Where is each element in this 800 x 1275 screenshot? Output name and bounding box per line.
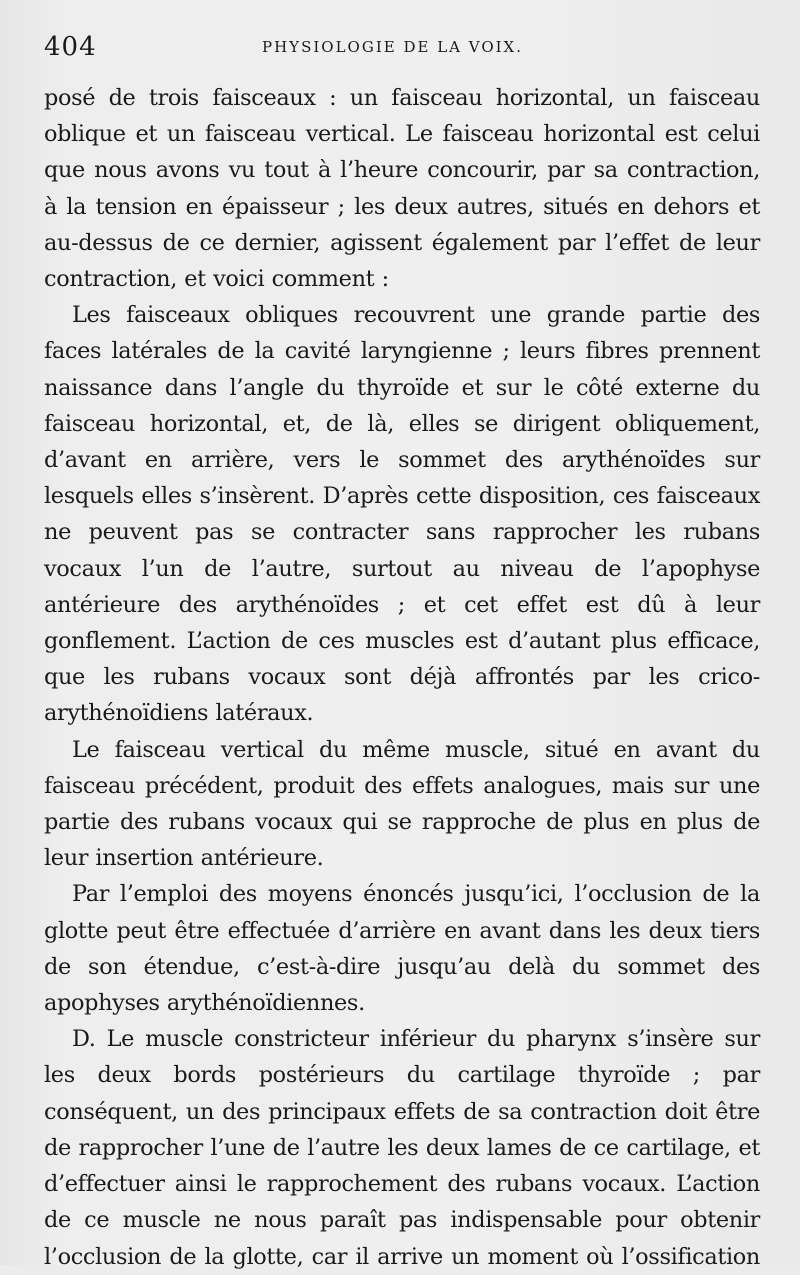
- paragraph: Par l’emploi des moyens énoncés jusqu’ici, l’occlusion de la glotte peut être effectuée d’arrière en avant dans les deux tiers de son étendue, c’est-à-dire jusqu’au delà du sommet des apophyses arythénoïdiennes.: [44, 881, 760, 1017]
- page-header: [44, 30, 760, 74]
- body-text: [44, 80, 760, 1275]
- paragraph: Les faisceaux obliques recouvrent une grande partie des faces latérales de la cavité laryngienne ; leurs fibres prennent naissance dans l’angle du thyroïde et sur le côté externe du faisceau horizontal, et, de là, elles se dirigent obliquement, d’avant en arrière, vers le sommet des arythénoïdes sur lesquels elles s’insèrent. D’après cette disposition, ces faisceaux ne peuvent pas se contracter sans rapprocher les rubans vocaux l’un de l’autre, surtout au niveau de l’apophyse antérieure des arythénoïdes ; et cet effet est dû à leur gonflement. L’action de ces muscles est d’autant plus efficace, que les rubans vocaux sont déjà affrontés par les crico-arythénoïdiens latéraux.: [44, 302, 760, 727]
- page-number: 404: [44, 32, 97, 62]
- paragraph: Le faisceau vertical du même muscle, situé en avant du faisceau précédent, produit des effets analogues, mais sur une partie des rubans vocaux qui se rapproche de plus en plus de leur insertion antérieure.: [44, 736, 760, 872]
- running-title: PHYSIOLOGIE DE LA VOIX.: [262, 38, 524, 56]
- paragraph: posé de trois faisceaux : un faisceau horizontal, un faisceau oblique et un faisceau vertical. Le faisceau horizontal est celui que nous avons vu tout à l’heure concourir, par sa contraction, à la tension en épaisseur ; les deux autres, situés en dehors et au-dessus de ce dernier, agissent également par l’effet de leur contraction, et voici comment :: [44, 85, 760, 293]
- paragraph: D. Le muscle constricteur inférieur du pharynx s’insère sur les deux bords postérieurs du cartilage thyroïde ; par conséquent, un des principaux effets de sa contraction doit être de rapprocher l’une de l’autre les deux lames de ce cartilage, et d’effectuer ainsi le rapprochement des rubans vocaux. L’action de ce muscle ne nous paraît pas indispensable pour obtenir l’occlusion de la glotte, car il arrive un moment où l’ossification: [44, 1026, 760, 1270]
